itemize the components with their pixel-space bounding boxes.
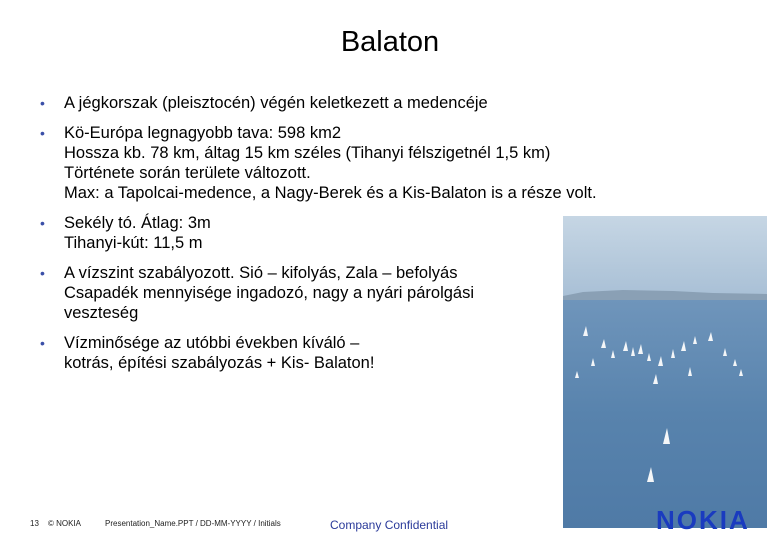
bullet-line: Max: a Tapolcai-medence, a Nagy-Berek és a Kis-Balaton is a része volt.: [64, 184, 597, 202]
bullet-line: Kö-Európa legnagyobb tava: 598 km2: [64, 124, 342, 142]
bullet-dot-icon: •: [40, 215, 45, 231]
bullet-item: [40, 93, 740, 113]
bullet-line: veszteség: [64, 304, 139, 322]
slide-title: Balaton: [340, 26, 440, 58]
footer-copyright: © NOKIA: [48, 519, 82, 528]
bullet-dot-icon: •: [40, 265, 45, 281]
bullet-line: Vízminősége az utóbbi években kíváló –: [64, 334, 360, 352]
bullet-line: Csapadék mennyisége ingadozó, nagy a nyári párolgási: [64, 284, 475, 302]
bullet-line: Története során területe változott.: [64, 164, 311, 182]
bullet-item: [40, 123, 740, 203]
lake-photo: [563, 216, 767, 528]
bullet-line: A jégkorszak (pleisztocén) végén keletkezett a medencéje: [64, 94, 488, 112]
bullet-line: Hossza kb. 78 km, áltag 15 km széles (Tihanyi félszigetnél 1,5 km): [64, 144, 551, 162]
bullet-line: Tihanyi-kút: 11,5 m: [64, 234, 203, 252]
page-number: 13: [30, 519, 39, 528]
bullet-dot-icon: •: [40, 95, 45, 111]
footer-confidential: Company Confidential: [330, 518, 449, 532]
bullet-line: kotrás, építési szabályozás + Kis- Balaton!: [64, 354, 375, 372]
bullet-dot-icon: •: [40, 335, 45, 351]
bullet-dot-icon: •: [40, 125, 45, 141]
bullet-line: A vízszint szabályozott. Sió – kifolyás, Zala – befolyás: [64, 264, 458, 282]
nokia-logo: NOKIA: [656, 508, 750, 532]
bullet-line: Sekély tó. Átlag: 3m: [64, 214, 211, 232]
footer-filename: Presentation_Name.PPT / DD-MM-YYYY / Initials: [105, 519, 281, 528]
